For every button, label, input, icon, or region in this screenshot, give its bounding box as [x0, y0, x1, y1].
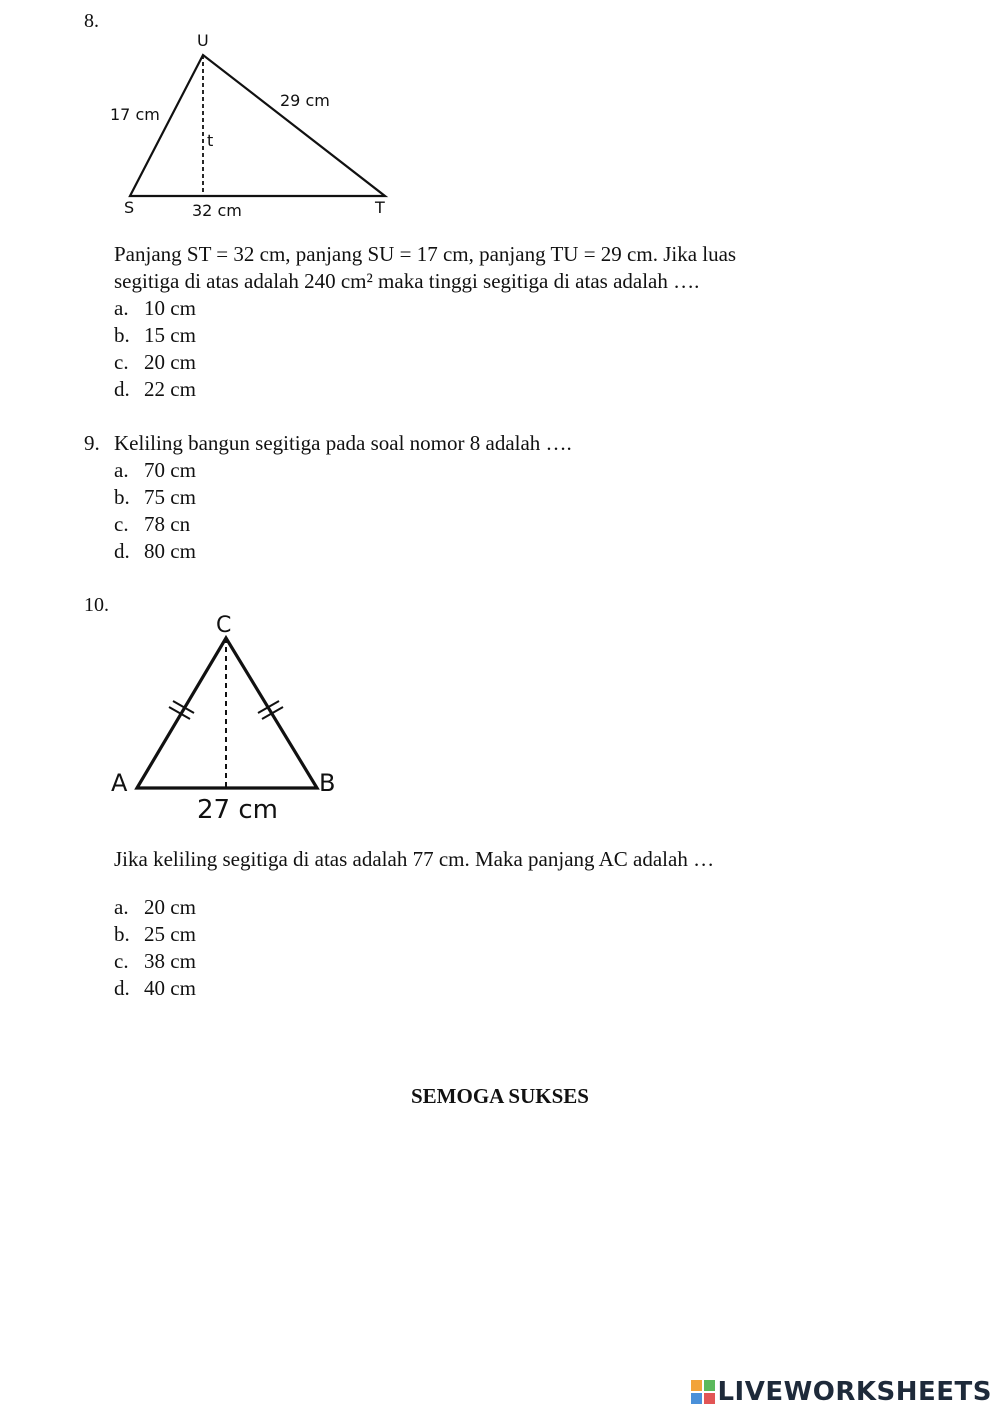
closing-message: SEMOGA SUKSES — [411, 1084, 589, 1108]
question-9-text: Keliling bangun segitiga pada soal nomor 8 adalah …. — [114, 431, 572, 455]
question-10-option-b[interactable]: b. 25 cm — [114, 922, 196, 946]
side-label-su: 17 cm — [110, 105, 160, 124]
question-8-option-d[interactable]: d. 22 cm — [114, 377, 196, 401]
question-10-text: Jika keliling segitiga di atas adalah 77 cm. Maka panjang AC adalah … — [114, 847, 715, 871]
question-number-10: 10. — [84, 594, 109, 616]
question-9-option-d[interactable]: d. 80 cm — [114, 539, 196, 563]
question-8-option-c[interactable]: c. 20 cm — [114, 350, 196, 374]
vertex-label-s: S — [124, 198, 135, 217]
vertex-label-u: U — [197, 31, 209, 50]
vertex-label-b: B — [319, 769, 336, 797]
question-number-9: 9. — [84, 431, 100, 455]
height-label: t — [207, 131, 214, 150]
triangle-abc-figure — [105, 608, 345, 828]
question-number-8: 8. — [84, 10, 99, 32]
question-9-option-c[interactable]: c. 78 cn — [114, 512, 191, 536]
triangle-stu-outline — [130, 55, 385, 196]
question-8-text-line-1: Panjang ST = 32 cm, panjang SU = 17 cm, panjang TU = 29 cm. Jika luas — [114, 242, 737, 266]
base-label-st: 32 cm — [192, 201, 242, 218]
vertex-label-c: C — [216, 613, 232, 638]
question-8-option-b[interactable]: b. 15 cm — [114, 323, 196, 347]
question-8-text-line-2: segitiga di atas adalah 240 cm² maka tinggi segitiga di atas adalah …. — [114, 269, 700, 293]
question-10-option-a[interactable]: a. 20 cm — [114, 895, 196, 919]
liveworksheets-logo — [691, 1377, 992, 1407]
liveworksheets-wordmark: LIVEWORKSHEETS — [717, 1377, 992, 1407]
side-label-tu: 29 cm — [280, 91, 330, 110]
question-9-option-a[interactable]: a. 70 cm — [114, 458, 196, 482]
question-9-option-b[interactable]: b. 75 cm — [114, 485, 196, 509]
base-label-ab: 27 cm — [197, 795, 278, 825]
triangle-stu-figure — [100, 28, 400, 218]
question-8-option-a[interactable]: a. 10 cm — [114, 296, 196, 320]
question-10-option-c[interactable]: c. 38 cm — [114, 949, 196, 973]
liveworksheets-badge-icon — [691, 1380, 715, 1404]
vertex-label-t: T — [375, 198, 385, 217]
vertex-label-a: A — [111, 769, 128, 797]
question-10-option-d[interactable]: d. 40 cm — [114, 976, 196, 1000]
